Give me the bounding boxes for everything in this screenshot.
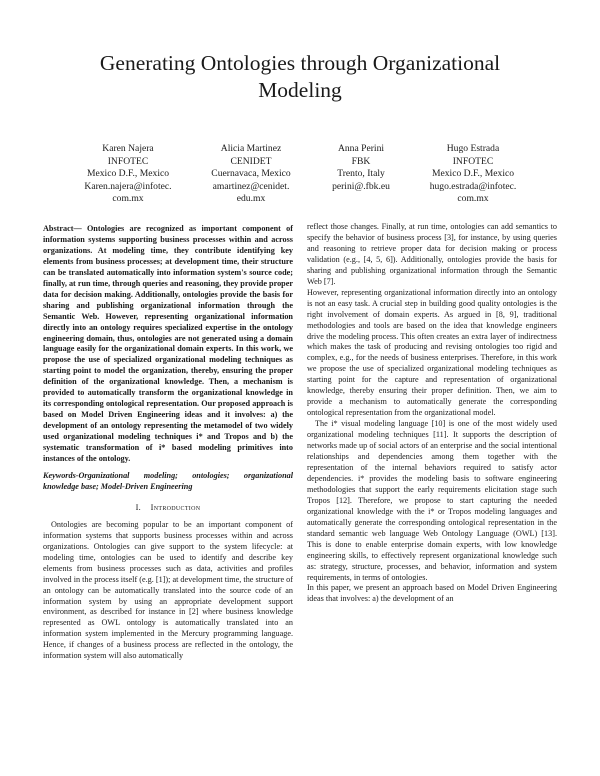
left-column (43, 224, 293, 662)
author-location: Mexico D.F., Mexico (86, 168, 170, 179)
author-location: Cuernavaca, Mexico (211, 168, 291, 179)
paper-title: Generating Ontologies through Organizational Modeling (99, 51, 501, 102)
intro-paragraph: In this paper, we present an approach based on Model Driven Engineering ideas that involves: a) the development of an (307, 583, 557, 604)
author-location: Mexico D.F., Mexico (431, 168, 515, 179)
intro-paragraph: The i* visual modeling language [10] is one of the most widely used organizational modeling techniques [11]. It supports the description of networks made up of social actors of an enterprise and the social intentional relationships and dependencies among them together with the representation of the internal behaviors required to satisfy actor dependencies. i* provides the modeling basis to software engineering methodologies that support the early requirements elicitation stage such Tropos [12]. Therefore, we propose to start capturing the needed organizational knowledge with the i* or Tropos modeling languages and automatically generate the corresponding ontological representation in the standard semantic web language Web Ontology Language (OWL) [13]. This is done to enable enterprise domain experts, with low knowledge engineering skills, to effectively represent organizational knowledge such as: strategy, structure, processes, and behavior, information and system requirements, in terms of ontologies. (307, 419, 557, 582)
intro-paragraph: However, representing organizational information directly into an ontology is not an easy task. A crucial step in building good quality ontologies is the right involvement of domain experts. As argued in [8, 9], traditional methodologies and tools are based on the idea that knowledge engineers drive the modeling process. This often creates an extra layer of indirectness which makes the task of producing and revising ontologies too rigid and complex, e.g., for the needs of business enterprises. Therefore, in this work we propose the use of specialized organizational modeling techniques as starting point for the capture and representation of organizational knowledge, thereby ensuring their proper definition. Then, we aim to provide a mechanism to automatically generate the corresponding ontological representation from the organizational model. (307, 287, 557, 418)
intro-paragraph: Ontologies are becoming popular to be an important component of information systems that supports business processes within and across organizations. Ontologies can give support to the system lifecycle: at modeling time, ontologies can be used to identify and describe key elements from business processes such as data, activities and profiles involved in the process itself (e.g. [1]); at development time, the structure of an ontology can be automatically translated into the source code of an information system by using an appropriate development support environment, as described for instance in [2] where business knowledge represented as OWL ontology is automatically translated into an information system implemented in the Mercury programming language. Hence, if changes of a business process are reflected in the ontology, the information system will also automatically (43, 519, 293, 661)
author-affiliation: CENIDET (230, 155, 272, 167)
author-email-cont: com.mx (112, 193, 144, 204)
author-email: Karen.najera@infotec. (84, 180, 172, 192)
author-block (196, 143, 306, 206)
author-block (73, 143, 183, 206)
section-number: I. (135, 502, 142, 512)
author-email: hugo.estrada@infotec. (429, 180, 517, 192)
author-email-cont: com.mx (457, 193, 489, 204)
author-block (306, 143, 416, 193)
author-email: amartinez@cenidet. (212, 180, 290, 192)
author-location: Trento, Italy (337, 168, 385, 179)
author-name: Alicia Martinez (220, 143, 282, 154)
author-email-cont: edu.mx (236, 193, 266, 204)
section-heading (43, 503, 293, 514)
abstract: Abstract— Ontologies are recognized as important component of information systems supporting business processes within and across organizations. At modeling time, they contribute identifying key elements from business processes; at development time, their structure can be translated automatically into information system's source code; finally, at run time, through queries and reasoning, they provide proper data for decision making. Additionally, ontologies provide the basis for sharing and publishing organizational information through the Semantic Web. However, representing organizational information directly into an ontology requires specialized expertise in the ontology engineering domain, thus, ontologies are not generated using a domain language easily for the organizational domain experts. In this work, we propose the use of specialized organizational modeling techniques as starting point to model the organization, thereby, ensuring the proper definition of the organizational knowledge. Then, a mechanism is provided to automatically transform the organizational knowledge in its corresponding ontological representation. Our proposed approach is based on Model Driven Engineering ideas and it involves: a) the development of an ontology representing the metamodel of two widely used organizational modeling techniques i* and Tropos and b) the systematic transformation of i* based modeling primitives into instances of the ontology. (43, 224, 293, 464)
keywords: Keywords-Organizational modeling; ontologies; organizational knowledge base; Model-Driven Engineering (43, 470, 293, 491)
author-email: perini@.fbk.eu (332, 180, 390, 192)
right-column (307, 222, 557, 605)
author-name: Anna Perini (337, 143, 385, 154)
author-name: Hugo Estrada (446, 143, 500, 154)
author-affiliation: FBK (351, 155, 371, 167)
author-name: Karen Najera (102, 143, 154, 154)
intro-paragraph-cont: reflect those changes. Finally, at run time, ontologies can add semantics to specify the behavior of business process [3], for instance, by using queries and reasoning to retrieve proper data for decision making or process validation (e.g., [4, 5, 6]). Additionally, ontologies provide the basis for sharing and publishing organizational information through the Semantic Web [7]. (307, 222, 557, 286)
author-affiliation: INFOTEC (107, 155, 149, 167)
author-block (418, 143, 528, 206)
section-title: Introduction (150, 502, 201, 512)
author-affiliation: INFOTEC (452, 155, 494, 167)
